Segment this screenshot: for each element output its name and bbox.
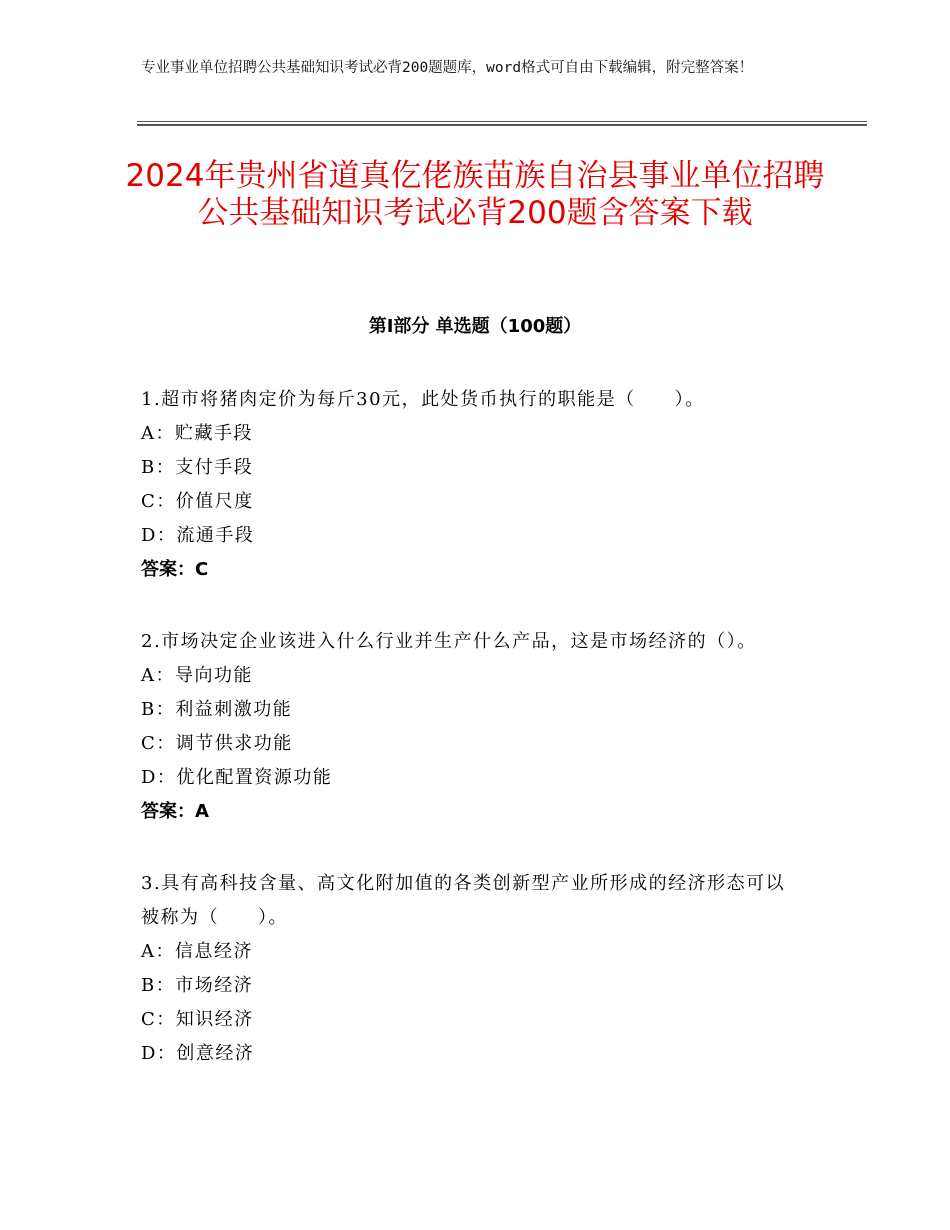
option-b: B：支付手段 <box>141 457 254 478</box>
option-c: C：知识经济 <box>141 1009 254 1030</box>
option-a: A：信息经济 <box>141 941 253 962</box>
question-stem: 3.具有高科技含量、高文化附加值的各类创新型产业所形成的经济形态可以被称为（ ）。 <box>141 873 786 928</box>
option-b: B：利益刺激功能 <box>141 699 293 720</box>
option-d: D：创意经济 <box>141 1043 255 1064</box>
document-title: 2024年贵州省道真仡佬族苗族自治县事业单位招聘公共基础知识考试必背200题含答案下载 <box>125 158 825 231</box>
header-divider <box>137 121 867 126</box>
question-1 <box>141 383 801 587</box>
question-stem: 1.超市将猪肉定价为每斤30元，此处货币执行的职能是（ ）。 <box>141 389 705 410</box>
question-stem: 2.市场决定企业该进入什么行业并生产什么产品，这是市场经济的（）。 <box>141 631 757 652</box>
option-c: C：调节供求功能 <box>141 733 293 754</box>
section-heading: 第Ⅰ部分 单选题（100题） <box>368 316 582 337</box>
option-b: B：市场经济 <box>141 975 254 996</box>
option-a: A：导向功能 <box>141 665 253 686</box>
question-list <box>141 383 801 1109</box>
header-note: 专业事业单位招聘公共基础知识考试必背200题题库，word格式可自由下载编辑，附完整答案！ <box>141 60 754 76</box>
option-d: D：优化配置资源功能 <box>141 767 333 788</box>
question-3 <box>141 867 801 1071</box>
option-d: D：流通手段 <box>141 525 255 546</box>
option-a: A：贮藏手段 <box>141 423 253 444</box>
answer-line: 答案：A <box>141 801 209 822</box>
option-c: C：价值尺度 <box>141 491 254 512</box>
answer-line: 答案：C <box>141 559 209 580</box>
question-2 <box>141 625 801 829</box>
